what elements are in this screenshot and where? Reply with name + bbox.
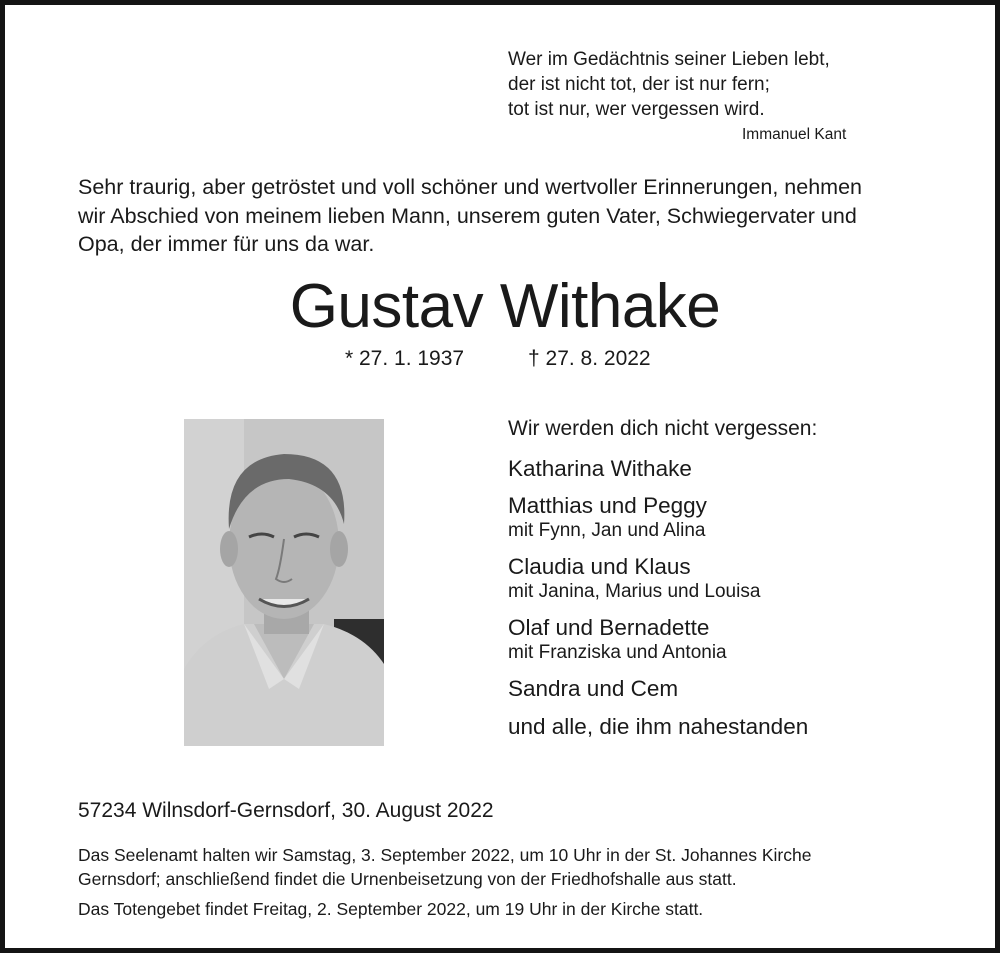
family-heading: Wir werden dich nicht vergessen: [508, 417, 818, 440]
deceased-name: Gustav Withake [289, 272, 721, 341]
notice-line: Das Seelenamt halten wir Samstag, 3. September 2022, um 10 Uhr in der St. Johannes Kirche [78, 845, 812, 865]
intro-line: wir Abschied von meinem lieben Mann, unserem guten Vater, Schwiegervater und [78, 203, 857, 228]
birth-date: * 27. 1. 1937 [345, 347, 465, 370]
family-closing: und alle, die ihm nahestanden [508, 714, 809, 739]
intro-line: Sehr traurig, aber getröstet und voll schöner und wertvoller Erinnerungen, nehmen [78, 175, 863, 199]
service-notice [78, 843, 811, 921]
family-member [508, 614, 817, 665]
family-member-name: Matthias und Peggy [508, 493, 707, 518]
family-member [508, 455, 817, 482]
family-member-name: Katharina Withake [508, 456, 692, 481]
death-date: † 27. 8. 2022 [528, 347, 651, 370]
quote-line: der ist nicht tot, der ist nur fern; [508, 74, 770, 95]
intro-line: Opa, der immer für uns da war. [78, 232, 375, 256]
family-member-name: Olaf und Bernadette [508, 615, 710, 640]
family-member [508, 492, 817, 543]
family-member [508, 553, 817, 604]
quote-line: tot ist nur, wer vergessen wird. [508, 99, 765, 120]
portrait-photo [184, 419, 384, 746]
intro-text [78, 173, 862, 259]
family-member-name: Claudia und Klaus [508, 554, 691, 579]
portrait-illustration [184, 419, 384, 746]
quote [508, 47, 830, 122]
family-list [508, 417, 817, 740]
family-member [508, 675, 817, 702]
notice-extra: Das Totengebet findet Freitag, 2. September 2022, um 19 Uhr in der Kirche statt. [78, 899, 704, 919]
quote-line: Wer im Gedächtnis seiner Lieben lebt, [508, 49, 830, 70]
family-member-name: Sandra und Cem [508, 676, 679, 701]
family-member-children: mit Franziska und Antonia [508, 642, 727, 663]
family-member-children: mit Fynn, Jan und Alina [508, 520, 706, 541]
notice-line: Gernsdorf; anschließend findet die Urnenbeisetzung von der Friedhofshalle aus statt. [78, 869, 737, 889]
family-member-children: mit Janina, Marius und Louisa [508, 581, 761, 602]
place-date: 57234 Wilnsdorf-Gernsdorf, 30. August 2022 [78, 799, 494, 822]
quote-author: Immanuel Kant [742, 126, 847, 143]
